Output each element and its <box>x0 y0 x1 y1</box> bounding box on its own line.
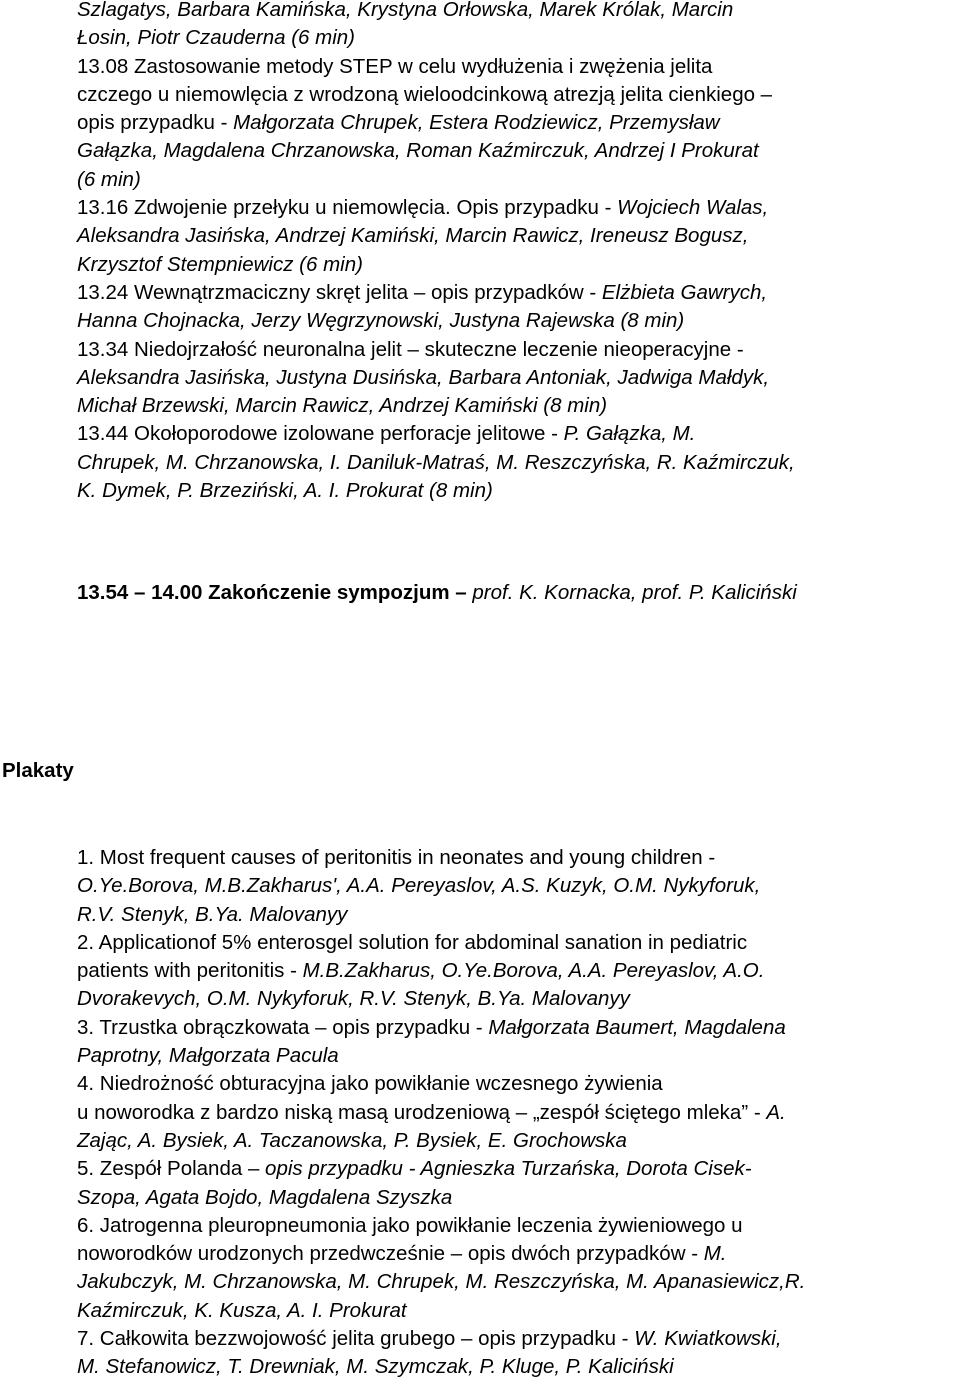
talk-title: opis przypadku - <box>77 111 234 135</box>
poster-entry-line <box>77 901 957 929</box>
authors-text: Szlagatys, Barbara Kamińska, Krystyna Orłowska, Marek Królak, Marcin <box>77 0 734 21</box>
talk-title: 13.24 Wewnątrzmaciczny skręt jelita – opis przypadków - <box>77 280 602 304</box>
authors-text: opis przypadku - Agnieszka Turzańska, Dorota Cisek- <box>265 1157 752 1181</box>
program-entry <box>77 279 957 336</box>
authors-text: Gałązka, Magdalena Chrzanowska, Roman Kaźmirczuk, Andrzej I Prokurat <box>77 139 759 163</box>
authors-text: Michał Brzewski, Marcin Rawicz, Andrzej Kamiński (8 min) <box>77 394 608 418</box>
poster-entry-line <box>77 1099 957 1127</box>
program-entry-line <box>77 222 957 250</box>
poster-entry <box>77 1070 957 1155</box>
talk-title: u noworodka z bardzo niską masą urodzeniową – „zespół ściętego mleka” - <box>77 1100 767 1124</box>
authors-text: Małgorzata Baumert, Magdalena <box>488 1015 786 1039</box>
talk-title: 5. Zespół Polanda – <box>77 1157 266 1181</box>
poster-entry <box>77 1155 957 1212</box>
authors-text: M. <box>703 1242 727 1266</box>
authors-text: Krzysztof Stempniewicz (6 min) <box>77 252 363 276</box>
program-entry-line <box>77 81 957 109</box>
authors-text: M.B.Zakharus, O.Ye.Borova, A.A. Pereyaslov, A.O. <box>302 959 765 983</box>
poster-entry-line <box>77 957 957 985</box>
talk-title: 13.34 Niedojrzałość neuronalna jelit – skuteczne leczenie nieoperacyjne - <box>77 337 744 361</box>
talk-title: 4. Niedrożność obturacyjna jako powikłanie wczesnego żywienia <box>77 1072 663 1096</box>
poster-entry-line <box>77 1297 957 1325</box>
posters-heading: Plakaty <box>2 759 74 782</box>
poster-entry <box>77 844 957 929</box>
poster-entry <box>77 1014 957 1071</box>
program-entry-line <box>77 24 957 52</box>
poster-entry-line <box>77 1353 957 1381</box>
authors-text: R.V. Stenyk, B.Ya. Malovanyy <box>77 902 348 926</box>
talk-title: 13.16 Zdwojenie przełyku u niemowlęcia. Opis przypadku - <box>77 196 618 220</box>
talk-title: 7. Całkowita bezzwojowość jelita grubego – opis przypadku - <box>77 1327 635 1351</box>
authors-text: A. <box>766 1100 786 1124</box>
talk-title: 6. Jatrogenna pleuropneumonia jako powikłanie leczenia żywieniowego u <box>77 1213 743 1237</box>
authors-text: Szopa, Agata Bojdo, Magdalena Szyszka <box>77 1185 453 1209</box>
program-entry-line <box>77 477 957 505</box>
closing-entry-line <box>77 579 957 607</box>
program-entry <box>77 336 957 421</box>
posters-list <box>77 844 957 1382</box>
authors-text: Kaźmirczuk, K. Kusza, A. I. Prokurat <box>77 1298 407 1322</box>
talk-title: 13.08 Zastosowanie metody STEP w celu wydłużenia i zwężenia jelita <box>77 54 713 78</box>
poster-entry-line <box>77 1042 957 1070</box>
poster-entry-line <box>77 1212 957 1240</box>
poster-entry <box>77 929 957 1014</box>
program-entry-line <box>77 251 957 279</box>
closing-session <box>77 579 957 607</box>
program-entry <box>77 0 957 53</box>
authors-text: W. Kwiatkowski, <box>634 1327 782 1351</box>
authors-text: Małgorzata Chrupek, Estera Rodziewicz, Przemysław <box>233 111 720 135</box>
authors-text: Elżbieta Gawrych, <box>601 280 768 304</box>
talk-title: noworodków urodzonych przedwcześnie – opis dwóch przypadków - <box>77 1242 704 1266</box>
program-entry-line <box>77 364 957 392</box>
poster-entry-line <box>77 1240 957 1268</box>
authors-text: Jakubczyk, M. Chrzanowska, M. Chrupek, M. Reszczyńska, M. Apanasiewicz,R. <box>77 1270 806 1294</box>
poster-entry <box>77 1212 957 1325</box>
program-entry <box>77 420 957 505</box>
poster-entry-line <box>77 1014 957 1042</box>
program-entry-line <box>77 279 957 307</box>
session-title: 13.54 – 14.00 Zakończenie sympozjum – <box>77 581 473 604</box>
authors-text: Zając, A. Bysiek, A. Taczanowska, P. Bysiek, E. Grochowska <box>77 1128 627 1152</box>
program-entry-line <box>77 307 957 335</box>
authors-text: P. Gałązka, M. <box>563 422 696 446</box>
authors-text: Aleksandra Jasińska, Justyna Dusińska, Barbara Antoniak, Jadwiga Małdyk, <box>77 365 770 389</box>
talk-title: 2. Applicationof 5% enterosgel solution for abdominal sanation in pediatric <box>77 930 748 954</box>
talk-title: 13.44 Okołoporodowe izolowane perforacje jelitowe - <box>77 422 564 446</box>
program-entry-line <box>77 449 957 477</box>
program-entry-line <box>77 137 957 165</box>
authors-text: Chrupek, M. Chrzanowska, I. Daniluk-Matraś, M. Reszczyńska, R. Kaźmirczuk, <box>77 450 795 474</box>
program-entry-line <box>77 109 957 137</box>
poster-entry-line <box>77 1127 957 1155</box>
poster-entry-line <box>77 1070 957 1098</box>
authors-text: Hanna Chojnacka, Jerzy Węgrzynowski, Justyna Rajewska (8 min) <box>77 309 685 333</box>
authors-text: O.Ye.Borova, M.B.Zakharus', A.A. Pereyaslov, A.S. Kuzyk, O.M. Nykyforuk, <box>77 874 761 898</box>
authors-text: Dvorakevych, O.M. Nykyforuk, R.V. Stenyk, B.Ya. Malovanyy <box>77 987 630 1011</box>
authors-text: Paprotny, Małgorzata Pacula <box>77 1044 339 1068</box>
closing-entry <box>77 579 957 607</box>
poster-entry-line <box>77 872 957 900</box>
poster-entry-line <box>77 1325 957 1353</box>
talk-title: 1. Most frequent causes of peritonitis in neonates and young children - <box>77 846 716 869</box>
program-list <box>77 0 957 505</box>
poster-entry-line <box>77 929 957 957</box>
poster-entry-line <box>77 1155 957 1183</box>
program-entry-line <box>77 194 957 222</box>
poster-entry-line <box>77 1184 957 1212</box>
program-entry-line <box>77 0 957 24</box>
program-entry-line <box>77 53 957 81</box>
program-entry-line <box>77 166 957 194</box>
poster-entry <box>77 1325 957 1382</box>
authors-text: M. Stefanowicz, T. Drewniak, M. Szymczak, P. Kluge, P. Kaliciński <box>77 1355 674 1379</box>
program-entry-line <box>77 336 957 364</box>
program-entry-line <box>77 392 957 420</box>
poster-entry-line <box>77 985 957 1013</box>
talk-title: 3. Trzustka obrączkowata – opis przypadku - <box>77 1015 489 1039</box>
authors-text: Łosin, Piotr Czauderna (6 min) <box>77 26 356 50</box>
authors-text: Wojciech Walas, <box>617 196 769 220</box>
program-entry <box>77 53 957 194</box>
poster-entry-line <box>77 844 957 872</box>
program-entry <box>77 194 957 279</box>
program-entry-line <box>77 420 957 448</box>
poster-entry-line <box>77 1268 957 1296</box>
authors-text: K. Dymek, P. Brzeziński, A. I. Prokurat (8 min) <box>77 479 493 503</box>
authors-text: (6 min) <box>77 167 141 191</box>
authors-text: Aleksandra Jasińska, Andrzej Kamiński, Marcin Rawicz, Ireneusz Bogusz, <box>77 224 749 248</box>
talk-title: patients with peritonitis - <box>77 959 303 983</box>
talk-title: czczego u niemowlęcia z wrodzoną wieloodcinkową atrezją jelita cienkiego – <box>77 82 773 106</box>
authors-text: prof. K. Kornacka, prof. P. Kaliciński <box>472 581 797 604</box>
